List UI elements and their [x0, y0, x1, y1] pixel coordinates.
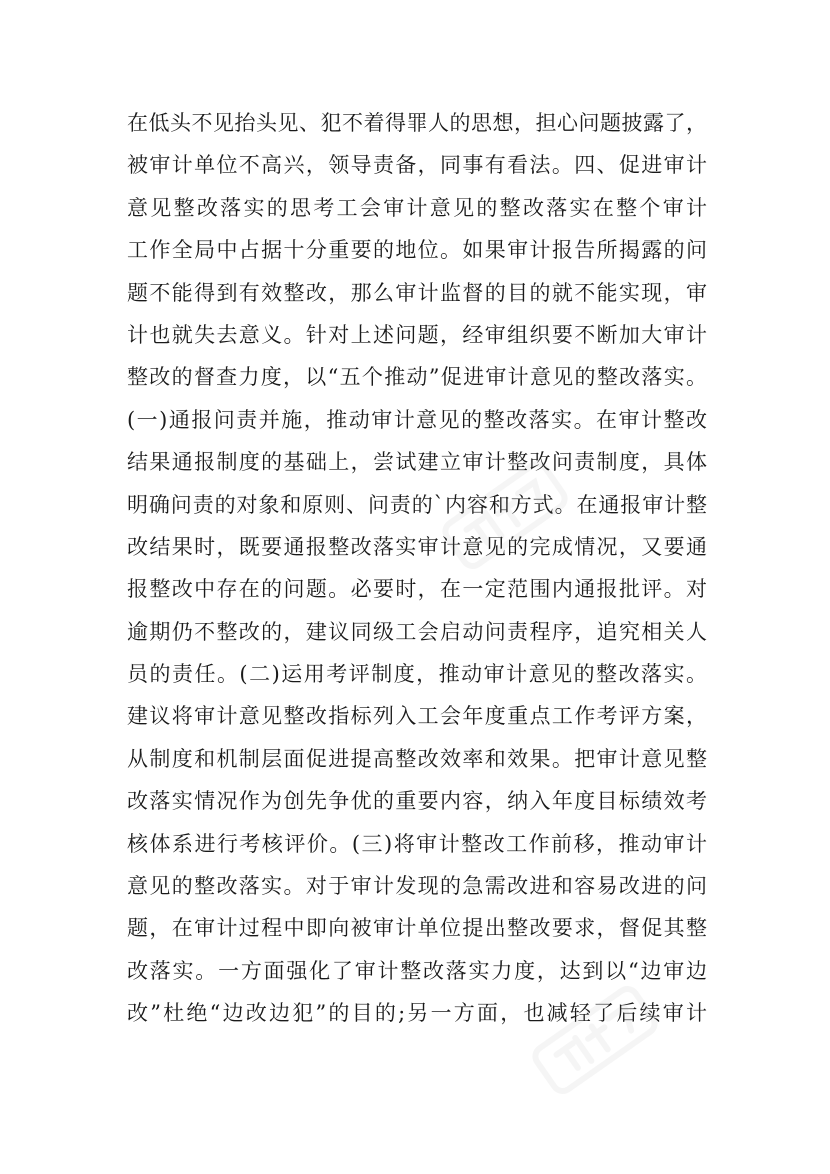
text-line: 改落实。一方面强化了审计整改落实力度，达到以“边审边	[127, 958, 707, 983]
text-line: 建议将审计意见整改指标列入工会年度重点工作考评方案，	[127, 704, 707, 729]
text-line: 逾期仍不整改的，建议同级工会启动问责程序，追究相关人	[127, 619, 707, 644]
text-line: (一)通报问责并施，推动审计意见的整改落实。在审计整改	[127, 407, 707, 432]
text-line: 题，在审计过程中即向被审计单位提出整改要求，督促其整	[127, 916, 707, 941]
text-line: 改落实情况作为创先争优的重要内容，纳入年度目标绩效考	[127, 789, 707, 814]
text-line: 被审计单位不高兴，领导责备，同事有看法。四、促进审计	[127, 153, 707, 178]
text-line: 工作全局中占据十分重要的地位。如果审计报告所揭露的问	[127, 238, 707, 263]
text-line: 明确问责的对象和原则、问责的`内容和方式。在通报审计整	[127, 492, 707, 517]
text-line: 改”杜绝“边改边犯”的目的;另一方面，也减轻了后续审计	[127, 1001, 707, 1026]
text-line: 员的责任。(二)运用考评制度，推动审计意见的整改落实。	[127, 662, 707, 687]
text-line: 从制度和机制层面促进提高整改效率和效果。把审计意见整	[127, 746, 707, 771]
text-line: 意见整改落实的思考工会审计意见的整改落实在整个审计	[127, 195, 707, 220]
text-line: 计也就失去意义。针对上述问题，经审组织要不断加大审计	[127, 322, 707, 347]
text-line: 在低头不见抬头见、犯不着得罪人的思想，担心问题披露了，	[127, 111, 707, 135]
text-line: 结果通报制度的基础上，尝试建立审计整改问责制度，具体	[127, 450, 707, 475]
body-text	[127, 102, 707, 1035]
text-line: 整改的督查力度，以“五个推动”促进审计意见的整改落实。	[127, 365, 707, 390]
text-line: 改结果时，既要通报整改落实审计意见的完成情况，又要通	[127, 534, 707, 559]
text-line: 核体系进行考核评价。(三)将审计整改工作前移，推动审计	[127, 831, 707, 856]
text-line: 报整改中存在的问题。必要时，在一定范围内通报批评。对	[127, 577, 707, 602]
text-line: 题不能得到有效整改，那么审计监督的目的就不能实现，审	[127, 280, 707, 305]
text-line: 意见的整改落实。对于审计发现的急需改进和容易改进的问	[127, 874, 707, 899]
